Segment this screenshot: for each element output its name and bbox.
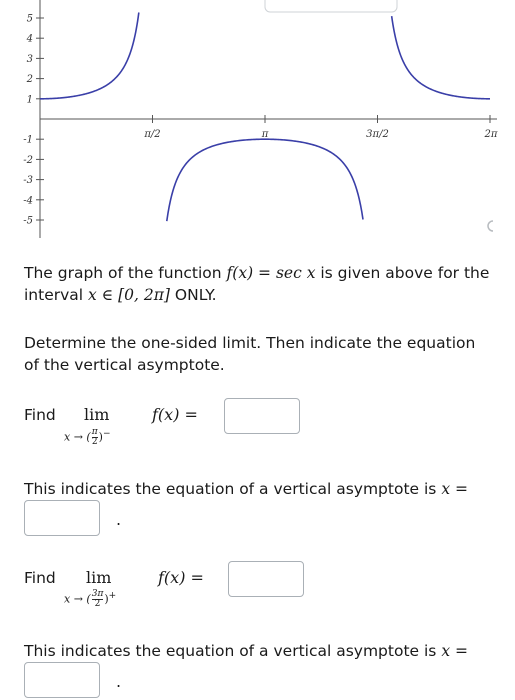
description-text-2: is given above for the interval — [24, 264, 490, 304]
lim-word-1: lim — [84, 405, 110, 424]
limit-2-fx: f(x) = — [158, 568, 204, 587]
asymptote-2-answer-input[interactable] — [24, 662, 100, 698]
limit-2-var: x → ( — [64, 592, 91, 606]
sec-curve-branch-2 — [167, 139, 363, 221]
limit-1-var: x → ( — [64, 430, 91, 444]
asymptote-2-text: This indicates the equation of a vertical asymptote is — [24, 642, 437, 660]
y-tick-label: -1 — [23, 134, 33, 146]
period-1: . — [116, 510, 122, 529]
limit-1-side: − — [102, 428, 111, 439]
limit-2-numerator: 3π — [91, 589, 104, 599]
asymptote-2-var: x = — [441, 642, 468, 660]
y-tick-label: 1 — [26, 94, 33, 106]
y-tick-label: -5 — [23, 215, 33, 227]
asymptote-1-sentence — [24, 478, 494, 500]
lim-word-2: lim — [86, 568, 112, 587]
description-text: The graph of the function — [24, 264, 222, 282]
find-label-2: Find — [24, 569, 56, 587]
x-tick-label: π/2 — [144, 129, 161, 140]
description-paragraph — [24, 262, 494, 306]
limit-2-answer-input[interactable] — [228, 561, 304, 597]
limit-2-side: + — [108, 590, 117, 601]
y-tick-label: -3 — [23, 175, 33, 187]
asymptote-1-answer-input[interactable] — [24, 500, 100, 536]
instructions-text: Determine the one-sided limit. Then indicate the equation of the vertical asymptote. — [24, 334, 476, 374]
description-text-3: ONLY. — [174, 286, 217, 304]
function-expression: f(x) = sec x — [226, 264, 316, 282]
x-tick-label: π — [261, 129, 269, 140]
limit-1-numerator: π — [91, 427, 98, 437]
y-tick-label: -2 — [23, 154, 33, 166]
x-tick-label: 2π — [484, 129, 498, 140]
x-axis — [40, 115, 498, 140]
period-2: . — [116, 672, 122, 691]
limit-1-answer-input[interactable] — [224, 398, 300, 434]
instructions-paragraph — [24, 332, 494, 376]
asymptote-2-sentence — [24, 640, 494, 662]
asymptote-1-var: x = — [441, 480, 468, 498]
asymptote-1-text: This indicates the equation of a vertical asymptote is — [24, 480, 437, 498]
limit-1-denominator: 2 — [91, 437, 98, 447]
find-label-1: Find — [24, 406, 56, 424]
overlay-tooltip-box — [265, 0, 397, 12]
scroll-handle-icon[interactable] — [488, 221, 493, 231]
x-tick-label: 3π/2 — [366, 129, 389, 140]
y-tick-label: 4 — [26, 33, 33, 45]
limit-2-subscript: x → ( $\frac{3\pi}{2}$ )+ — [64, 589, 117, 609]
sec-curve-branch-1 — [40, 12, 139, 98]
y-tick-label: 5 — [26, 13, 33, 25]
y-tick-label: 2 — [26, 74, 33, 86]
interval-expression: x ∈ [0, 2π] — [88, 286, 170, 304]
limit-1-fx: f(x) = — [152, 405, 198, 424]
limit-2-denominator: 2 — [94, 599, 101, 609]
secant-graph — [0, 0, 515, 250]
sec-curve-branch-3 — [392, 16, 490, 99]
y-tick-label: 3 — [26, 53, 33, 65]
y-tick-label: -4 — [23, 195, 33, 207]
limit-1-subscript: x → ( $\frac{\pi}{2}$ )− — [64, 427, 111, 447]
